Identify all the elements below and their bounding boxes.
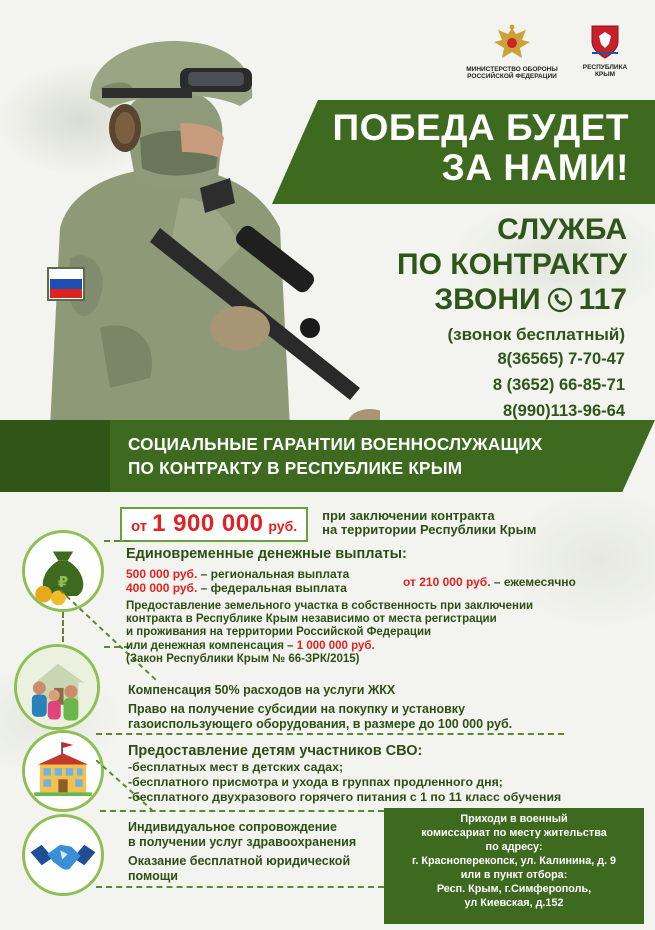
svg-text:₽: ₽ — [57, 573, 69, 591]
land-provision — [126, 600, 533, 666]
regional-payment-amount: 500 000 руб. — [126, 567, 198, 581]
land-line: контракта в Республике Крым независимо от места регистрации — [126, 613, 497, 626]
slogan-line-1: ПОБЕДА БУДЕТ — [332, 107, 629, 148]
regional-payment — [126, 568, 349, 582]
call-word: ЗВОНИ — [434, 283, 541, 316]
phone-number[interactable]: 8(36565) 7-70-47 — [497, 350, 625, 368]
federal-payment — [126, 582, 349, 596]
ministry-logo — [462, 24, 562, 81]
monthly-payment-amount: от 210 000 руб. — [403, 575, 491, 589]
guarantees-banner-accent — [0, 420, 110, 492]
separator — [96, 733, 564, 735]
phone-number[interactable]: 8 (3652) 66-85-71 — [492, 376, 625, 394]
contract-bonus — [120, 507, 536, 542]
children-benefit-item: -бесплатных мест в детских садах; — [128, 760, 344, 774]
slogan-line-2: ЗА НАМИ! — [441, 147, 629, 188]
ministry-logo-text: МИНИСТЕРСТВО ОБОРОНЫ РОССИЙСКОЙ ФЕДЕРАЦИИ — [466, 66, 558, 81]
address-line: комиссариат по месту жительства — [421, 827, 607, 839]
address-line: Приходи в военный — [460, 813, 568, 825]
health-support-line: Индивидуальное сопровождение — [128, 820, 337, 834]
address-line: ул Киевская, д.152 — [464, 897, 564, 909]
separator — [104, 540, 130, 542]
gas-subsidy — [128, 702, 512, 732]
legal-aid-line: помощи — [128, 869, 178, 883]
children-benefit-item: -бесплатного двухразового горячего питания с 1 по 11 класс обучения — [128, 790, 562, 804]
address-line: по адресу: — [485, 841, 543, 853]
children-benefits — [128, 743, 561, 805]
gas-subsidy-line: газоиспользующего оборудования, в размере до 100 000 руб. — [128, 717, 513, 731]
call-line — [397, 282, 627, 317]
address-line: г. Красноперекопск, ул. Калинина, д. 9 — [411, 855, 617, 867]
contract-bonus-currency: руб. — [268, 518, 298, 534]
phone-number[interactable]: 8(990)113-96-64 — [502, 402, 625, 420]
free-call-note: (звонок бесплатный) — [447, 325, 625, 344]
federal-payment-amount: 400 000 руб. — [126, 580, 198, 595]
regional-payment-label: – региональная выплата — [197, 567, 350, 581]
contract-bonus-amount-box — [120, 507, 308, 542]
land-law-reference: (Закон Республики Крым № 66-ЗРК/2015) — [126, 652, 360, 665]
children-benefit-item: -бесплатного присмотра и ухода в группах продленного дня; — [128, 775, 503, 789]
russian-flag-patch — [48, 268, 84, 300]
land-compensation — [126, 640, 533, 653]
school-building-icon — [22, 730, 104, 812]
health-support — [128, 820, 356, 850]
monthly-payment — [403, 575, 576, 589]
address-box — [384, 808, 644, 924]
phone-list — [447, 324, 625, 424]
republic-logo — [577, 24, 633, 79]
guarantees-banner-line-1: СОЦИАЛЬНЫЕ ГАРАНТИИ ВОЕННОСЛУЖАЩИХ — [128, 434, 543, 454]
utilities-compensation: Компенсация 50% расходов на услуги ЖКХ — [128, 683, 396, 697]
gas-subsidy-line: Право на получение субсидии на покупку и установку — [128, 702, 466, 716]
phone-icon — [547, 287, 573, 313]
guarantees-banner-text — [128, 432, 542, 480]
republic-logo-text: РЕСПУБЛИКА КРЫМ — [582, 64, 628, 79]
lump-sum-title: Единовременные денежные выплаты: — [126, 546, 407, 562]
call-number[interactable]: 117 — [578, 283, 627, 316]
land-line: и проживания на территории Российской Федерации — [126, 626, 432, 639]
soldier-illustration — [30, 28, 380, 428]
land-compensation-prefix: или денежная компенсация – — [126, 639, 297, 652]
health-support-line: в получении услуг здравоохранения — [128, 835, 357, 849]
legal-aid — [128, 854, 350, 884]
service-line-2: ПО КОНТРАКТУ — [397, 248, 627, 281]
slogan — [333, 108, 629, 188]
contract-bonus-prefix: от — [131, 518, 148, 535]
address-line: или в пункт отбора: — [460, 869, 568, 881]
address-line: Респ. Крым, г.Симферополь, — [436, 883, 592, 895]
monthly-payment-label: – ежемесячно — [490, 575, 576, 589]
contract-bonus-amount: 1 900 000 — [152, 510, 264, 537]
separator — [96, 886, 384, 888]
contract-bonus-desc-line-1: при заключении контракта — [322, 508, 495, 523]
service-line-1: СЛУЖБА — [497, 213, 627, 246]
children-benefits-title: Предоставление детям участников СВО: — [128, 743, 423, 759]
guarantees-banner-line-2: ПО КОНТРАКТУ В РЕСПУБЛИКЕ КРЫМ — [128, 458, 463, 478]
double-headed-eagle-icon — [492, 24, 532, 62]
lump-sum-payments — [126, 568, 349, 595]
service-heading — [397, 212, 627, 317]
crimea-shield-icon — [590, 24, 620, 60]
contract-bonus-description — [322, 509, 536, 537]
handshake-icon — [22, 814, 104, 896]
legal-aid-line: Оказание бесплатной юридической — [128, 854, 351, 868]
contract-bonus-desc-line-2: на территории Республики Крым — [322, 522, 537, 537]
land-compensation-amount: 1 000 000 руб. — [296, 639, 375, 652]
federal-payment-label: – федеральная выплата — [197, 580, 347, 595]
land-line: Предоставление земельного участка в собственность при заключении — [126, 600, 534, 612]
